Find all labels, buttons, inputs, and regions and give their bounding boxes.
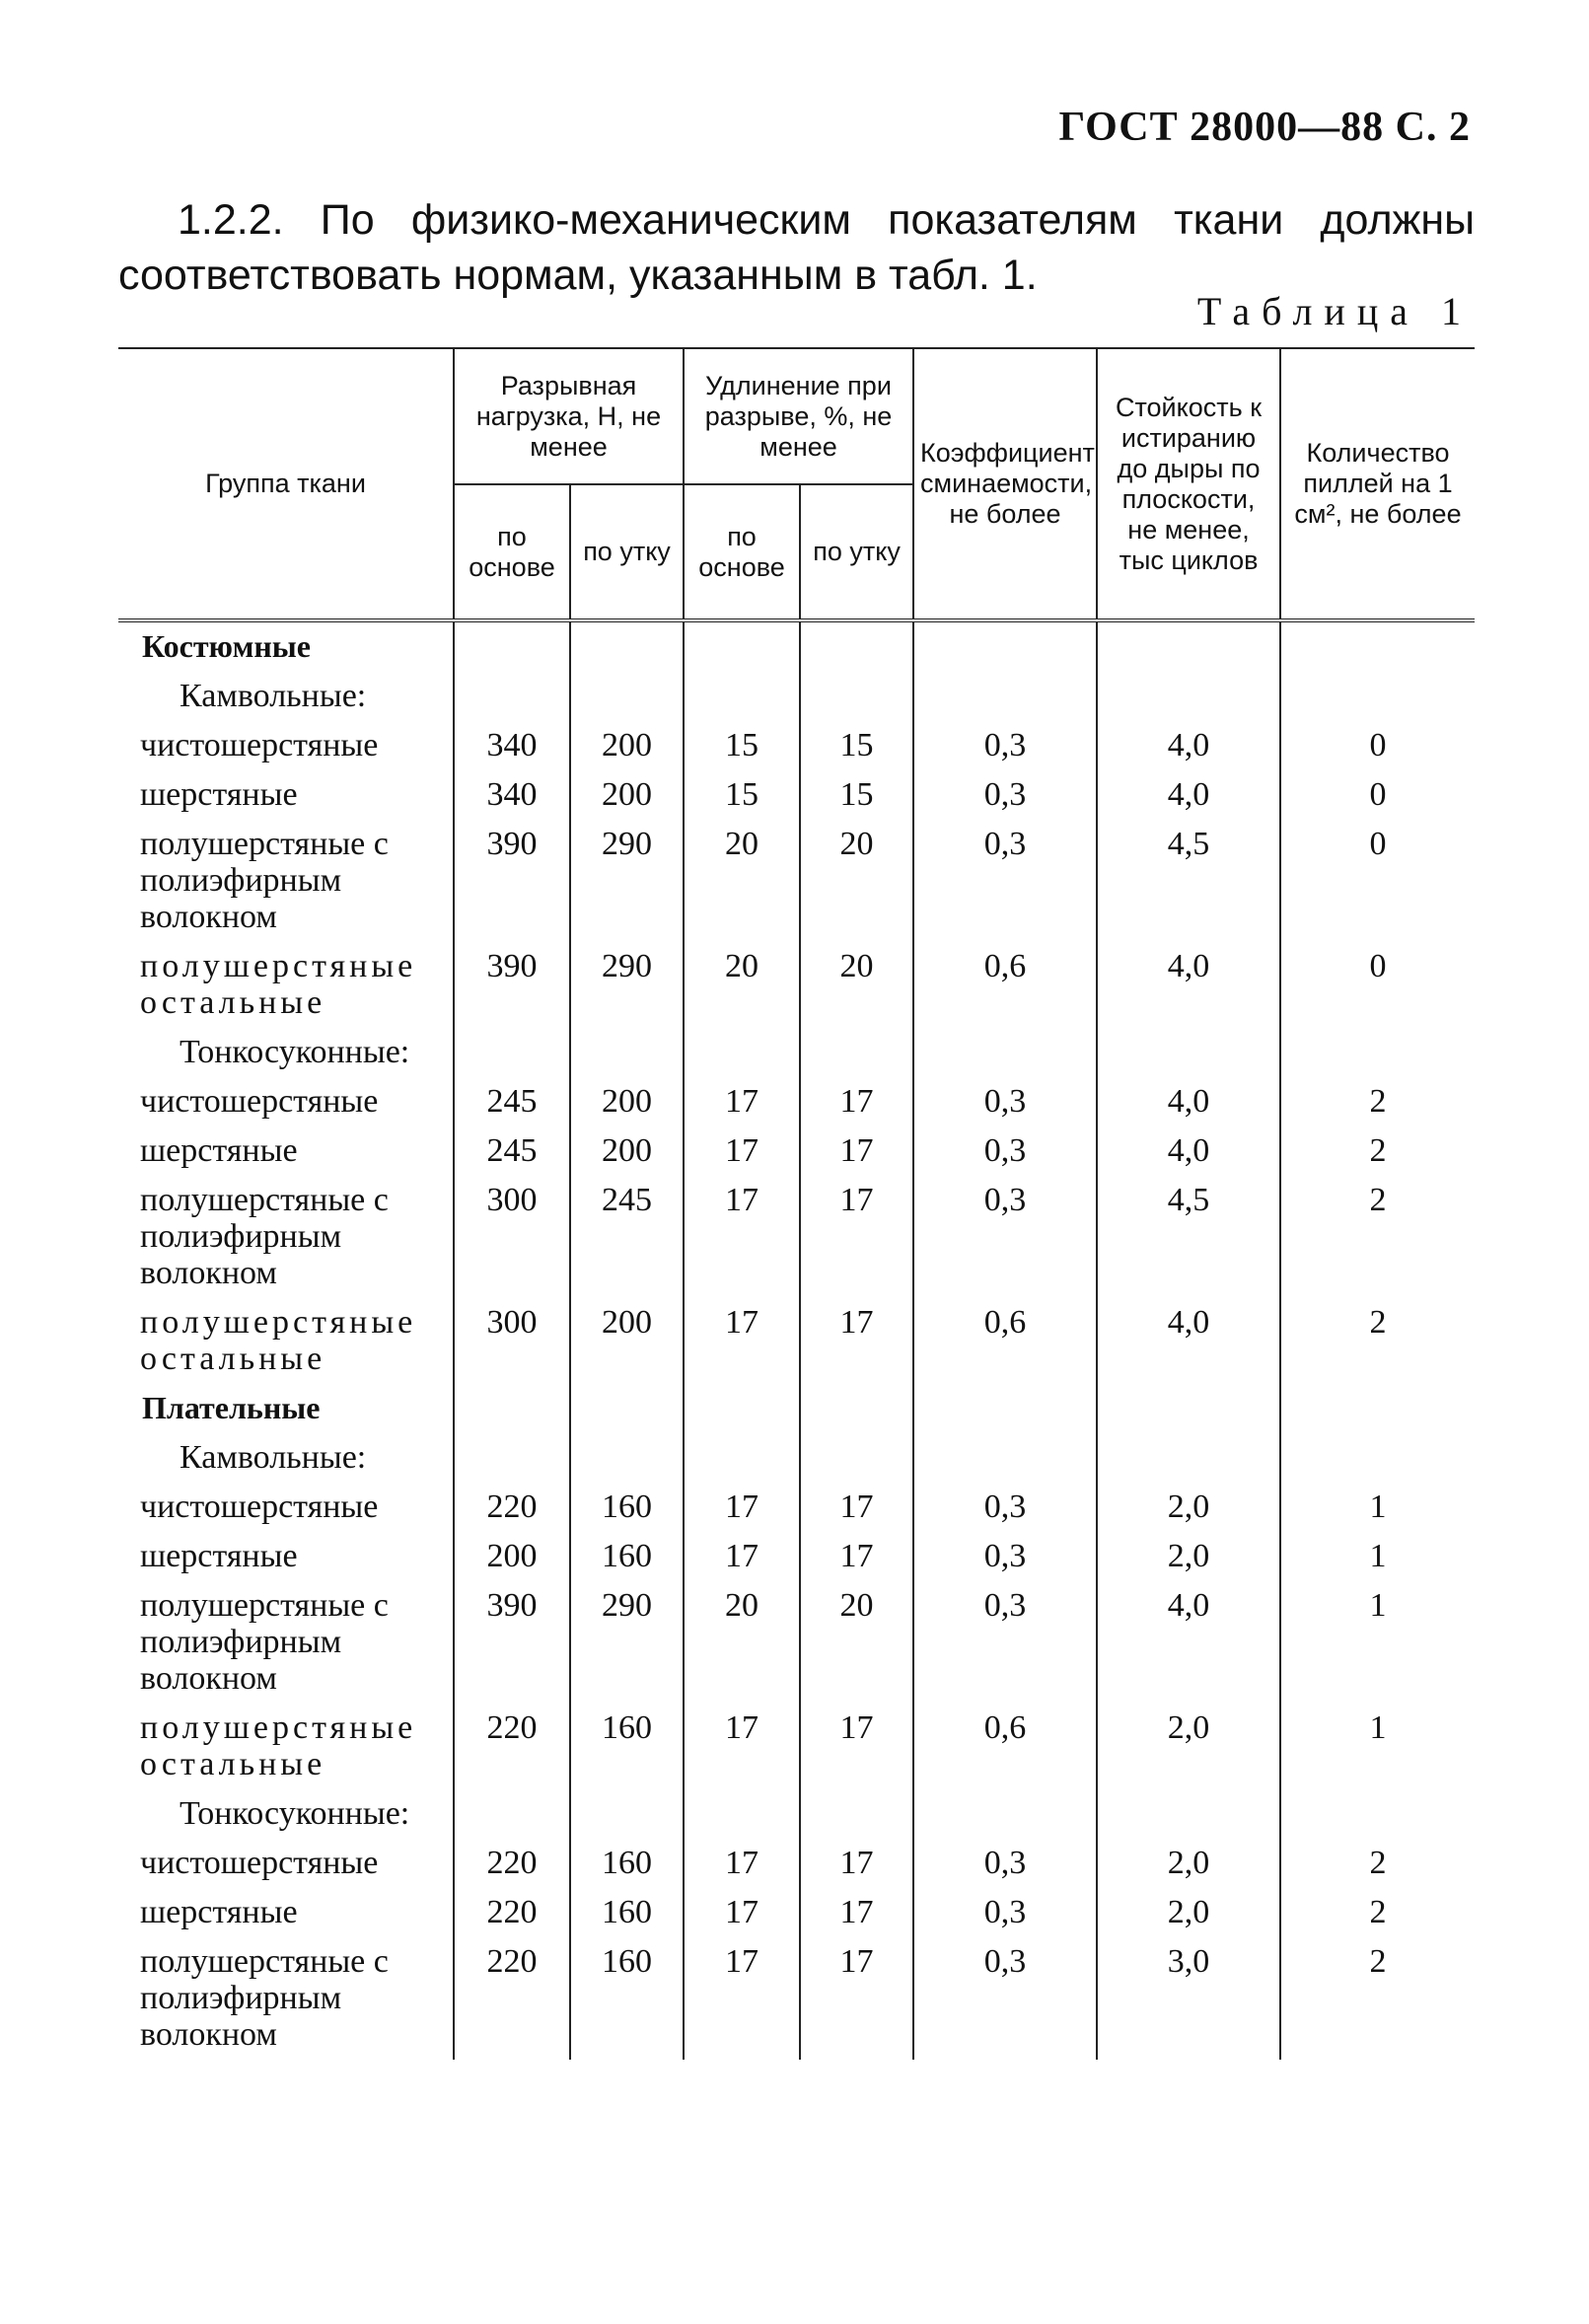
- value-cell: [1280, 1433, 1475, 1483]
- value-cell: 17: [684, 1176, 800, 1298]
- value-cell: 300: [454, 1298, 570, 1384]
- value-cell: 4,0: [1097, 770, 1280, 820]
- table-row: [118, 942, 1475, 1028]
- value-cell: 17: [800, 1483, 913, 1532]
- value-cell: 220: [454, 1888, 570, 1937]
- value-cell: 2,0: [1097, 1704, 1280, 1789]
- value-cell: 340: [454, 770, 570, 820]
- value-cell: 160: [570, 1704, 684, 1789]
- value-cell: 20: [684, 1581, 800, 1704]
- value-cell: 0,3: [913, 1888, 1097, 1937]
- value-cell: 200: [570, 770, 684, 820]
- value-cell: 4,0: [1097, 942, 1280, 1028]
- table-row: [118, 1581, 1475, 1704]
- value-cell: 2: [1280, 1937, 1475, 2060]
- value-cell: 0,3: [913, 1077, 1097, 1126]
- intro-paragraph: 1.2.2. По физико-механическим показателям ткани должны соответствовать нормам, указанным в табл. 1.: [118, 196, 1475, 299]
- value-cell: 0,6: [913, 942, 1097, 1028]
- value-cell: 245: [454, 1077, 570, 1126]
- value-cell: [570, 1789, 684, 1839]
- value-cell: [1097, 672, 1280, 721]
- value-cell: [454, 1433, 570, 1483]
- value-cell: [800, 1028, 913, 1077]
- value-cell: 4,5: [1097, 1176, 1280, 1298]
- fabric-name-cell: Тонкосуконные:: [180, 1034, 410, 1070]
- fabric-name-cell: чистошерстяные: [140, 727, 379, 763]
- value-cell: 17: [800, 1077, 913, 1126]
- value-cell: 390: [454, 820, 570, 942]
- value-cell: 2,0: [1097, 1888, 1280, 1937]
- value-cell: 0: [1280, 820, 1475, 942]
- value-cell: [1097, 1433, 1280, 1483]
- table-row: [118, 1888, 1475, 1937]
- value-cell: 0,3: [913, 1176, 1097, 1298]
- table-row: [118, 1176, 1475, 1298]
- value-cell: 17: [684, 1839, 800, 1888]
- value-cell: 160: [570, 1839, 684, 1888]
- fabric-name-cell: полушерстяные остальные: [140, 948, 417, 1021]
- value-cell: 2: [1280, 1126, 1475, 1176]
- value-cell: 0,6: [913, 1704, 1097, 1789]
- fabric-name-cell: Камвольные:: [180, 1439, 367, 1476]
- value-cell: 17: [684, 1483, 800, 1532]
- fabric-name-cell: полушерстяные с полиэфирным волокном: [140, 1182, 389, 1291]
- value-cell: 17: [800, 1126, 913, 1176]
- value-cell: [570, 672, 684, 721]
- value-cell: 17: [684, 1077, 800, 1126]
- value-cell: 200: [570, 721, 684, 770]
- fabric-name-cell: шерстяные: [140, 776, 298, 813]
- value-cell: 0,3: [913, 1839, 1097, 1888]
- value-cell: [684, 1789, 800, 1839]
- value-cell: [1280, 672, 1475, 721]
- value-cell: [454, 620, 570, 672]
- value-cell: 2,0: [1097, 1483, 1280, 1532]
- table-group-row: [118, 620, 1475, 672]
- table-row: [118, 1077, 1475, 1126]
- value-cell: [913, 1433, 1097, 1483]
- value-cell: [570, 1433, 684, 1483]
- table-row: [118, 770, 1475, 820]
- table-subgroup-row: [118, 1789, 1475, 1839]
- value-cell: [684, 1433, 800, 1483]
- header-weft-2: по утку: [800, 484, 913, 620]
- fabric-name-cell: полушерстяные остальные: [140, 1304, 417, 1377]
- fabric-name-cell: полушерстяные с полиэфирным волокном: [140, 1587, 389, 1697]
- value-cell: 245: [454, 1126, 570, 1176]
- header-weft: по утку: [570, 484, 684, 620]
- value-cell: 2,0: [1097, 1839, 1280, 1888]
- value-cell: 1: [1280, 1581, 1475, 1704]
- fabric-name-cell: чистошерстяные: [140, 1489, 379, 1525]
- value-cell: 17: [684, 1704, 800, 1789]
- table-row: [118, 1126, 1475, 1176]
- value-cell: 17: [684, 1937, 800, 2060]
- value-cell: 2: [1280, 1077, 1475, 1126]
- value-cell: 0,3: [913, 1483, 1097, 1532]
- header-group: Группа ткани: [118, 348, 454, 620]
- value-cell: 3,0: [1097, 1937, 1280, 2060]
- fabric-name-cell: чистошерстяные: [140, 1083, 379, 1120]
- value-cell: 20: [684, 820, 800, 942]
- value-cell: 17: [800, 1704, 913, 1789]
- value-cell: 0: [1280, 770, 1475, 820]
- value-cell: 1: [1280, 1483, 1475, 1532]
- value-cell: 160: [570, 1888, 684, 1937]
- header-abrasion: Стойкость к истиранию до дыры по плоскости, не менее, тыс циклов: [1097, 348, 1280, 620]
- value-cell: 15: [684, 721, 800, 770]
- header-elongation: Удлинение при разрыве, %, не менее: [684, 348, 913, 484]
- value-cell: 290: [570, 1581, 684, 1704]
- value-cell: 220: [454, 1839, 570, 1888]
- value-cell: [913, 1384, 1097, 1433]
- value-cell: 2: [1280, 1888, 1475, 1937]
- value-cell: 160: [570, 1937, 684, 2060]
- table-group-row: [118, 1384, 1475, 1433]
- value-cell: 0,3: [913, 1532, 1097, 1581]
- table-row: [118, 1937, 1475, 2060]
- value-cell: [684, 672, 800, 721]
- value-cell: [800, 1384, 913, 1433]
- value-cell: 20: [800, 1581, 913, 1704]
- table-body: [118, 620, 1475, 2060]
- value-cell: 17: [684, 1298, 800, 1384]
- value-cell: 0,3: [913, 1937, 1097, 2060]
- value-cell: [1097, 1028, 1280, 1077]
- header-pills: Количество пиллей на 1 см², не более: [1280, 348, 1475, 620]
- value-cell: 17: [684, 1888, 800, 1937]
- value-cell: 17: [800, 1937, 913, 2060]
- fabric-name-cell: Камвольные:: [180, 678, 367, 714]
- value-cell: [454, 1789, 570, 1839]
- value-cell: 390: [454, 1581, 570, 1704]
- value-cell: 220: [454, 1483, 570, 1532]
- fabric-name-cell: полушерстяные с полиэфирным волокном: [140, 1943, 389, 2053]
- value-cell: [1280, 620, 1475, 672]
- value-cell: 15: [800, 770, 913, 820]
- table-row: [118, 721, 1475, 770]
- value-cell: [913, 1789, 1097, 1839]
- table-row: [118, 1483, 1475, 1532]
- value-cell: 200: [570, 1077, 684, 1126]
- value-cell: 17: [684, 1532, 800, 1581]
- table-row: [118, 820, 1475, 942]
- value-cell: 200: [454, 1532, 570, 1581]
- value-cell: 20: [800, 942, 913, 1028]
- value-cell: 0,3: [913, 1581, 1097, 1704]
- value-cell: [1280, 1384, 1475, 1433]
- fabric-name-cell: Костюмные: [142, 628, 311, 664]
- value-cell: 290: [570, 942, 684, 1028]
- value-cell: [684, 1384, 800, 1433]
- fabric-name-cell: полушерстяные с полиэфирным волокном: [140, 826, 389, 935]
- value-cell: 0,3: [913, 1126, 1097, 1176]
- value-cell: [454, 1384, 570, 1433]
- header-warp-2: по основе: [684, 484, 800, 620]
- value-cell: [800, 672, 913, 721]
- value-cell: [913, 1028, 1097, 1077]
- value-cell: [454, 1028, 570, 1077]
- value-cell: 4,5: [1097, 820, 1280, 942]
- value-cell: [1097, 620, 1280, 672]
- value-cell: [913, 672, 1097, 721]
- value-cell: [1280, 1789, 1475, 1839]
- value-cell: 15: [684, 770, 800, 820]
- fabric-name-cell: Тонкосуконные:: [180, 1795, 410, 1832]
- value-cell: 220: [454, 1937, 570, 2060]
- value-cell: 4,0: [1097, 1581, 1280, 1704]
- value-cell: 17: [800, 1888, 913, 1937]
- table-row: [118, 1298, 1475, 1384]
- table-row: [118, 1704, 1475, 1789]
- value-cell: 17: [684, 1126, 800, 1176]
- value-cell: 4,0: [1097, 721, 1280, 770]
- value-cell: [1280, 1028, 1475, 1077]
- value-cell: 4,0: [1097, 1298, 1280, 1384]
- value-cell: [1097, 1789, 1280, 1839]
- value-cell: 1: [1280, 1704, 1475, 1789]
- value-cell: 290: [570, 820, 684, 942]
- value-cell: 2: [1280, 1298, 1475, 1384]
- value-cell: [684, 1028, 800, 1077]
- value-cell: 2,0: [1097, 1532, 1280, 1581]
- value-cell: [570, 1384, 684, 1433]
- header-crease: Коэффициент сминаемости, не более: [913, 348, 1097, 620]
- page-header: ГОСТ 28000—88 С. 2: [1058, 105, 1471, 150]
- table-container: [118, 347, 1475, 2060]
- value-cell: 17: [800, 1298, 913, 1384]
- value-cell: 2: [1280, 1839, 1475, 1888]
- value-cell: 17: [800, 1532, 913, 1581]
- value-cell: [1097, 1384, 1280, 1433]
- value-cell: 15: [800, 721, 913, 770]
- value-cell: 340: [454, 721, 570, 770]
- value-cell: 17: [800, 1176, 913, 1298]
- table-subgroup-row: [118, 1028, 1475, 1077]
- value-cell: 2: [1280, 1176, 1475, 1298]
- table-label: Таблица 1: [1196, 289, 1473, 333]
- table-subgroup-row: [118, 672, 1475, 721]
- value-cell: 1: [1280, 1532, 1475, 1581]
- value-cell: 200: [570, 1298, 684, 1384]
- value-cell: [570, 620, 684, 672]
- value-cell: 245: [570, 1176, 684, 1298]
- header-breaking-load: Разрывная нагрузка, Н, не менее: [454, 348, 684, 484]
- fabric-name-cell: шерстяные: [140, 1132, 298, 1169]
- value-cell: 0,3: [913, 820, 1097, 942]
- value-cell: 4,0: [1097, 1126, 1280, 1176]
- value-cell: 220: [454, 1704, 570, 1789]
- value-cell: 4,0: [1097, 1077, 1280, 1126]
- value-cell: [684, 620, 800, 672]
- table-row: [118, 1532, 1475, 1581]
- value-cell: 160: [570, 1532, 684, 1581]
- value-cell: [454, 672, 570, 721]
- value-cell: 390: [454, 942, 570, 1028]
- value-cell: 200: [570, 1126, 684, 1176]
- value-cell: 20: [800, 820, 913, 942]
- value-cell: 0,6: [913, 1298, 1097, 1384]
- value-cell: 0: [1280, 721, 1475, 770]
- value-cell: 300: [454, 1176, 570, 1298]
- fabric-name-cell: шерстяные: [140, 1894, 298, 1930]
- table-row: [118, 1839, 1475, 1888]
- value-cell: 20: [684, 942, 800, 1028]
- properties-table: [118, 347, 1475, 2060]
- header-warp: по основе: [454, 484, 570, 620]
- fabric-name-cell: полушерстяные остальные: [140, 1709, 417, 1782]
- value-cell: [800, 620, 913, 672]
- value-cell: 0,3: [913, 721, 1097, 770]
- value-cell: [913, 620, 1097, 672]
- value-cell: [800, 1789, 913, 1839]
- fabric-name-cell: чистошерстяные: [140, 1845, 379, 1881]
- value-cell: 0: [1280, 942, 1475, 1028]
- fabric-name-cell: Плательные: [142, 1390, 321, 1425]
- value-cell: 0,3: [913, 770, 1097, 820]
- value-cell: 17: [800, 1839, 913, 1888]
- value-cell: 160: [570, 1483, 684, 1532]
- value-cell: [570, 1028, 684, 1077]
- fabric-name-cell: шерстяные: [140, 1538, 298, 1574]
- table-subgroup-row: [118, 1433, 1475, 1483]
- value-cell: [800, 1433, 913, 1483]
